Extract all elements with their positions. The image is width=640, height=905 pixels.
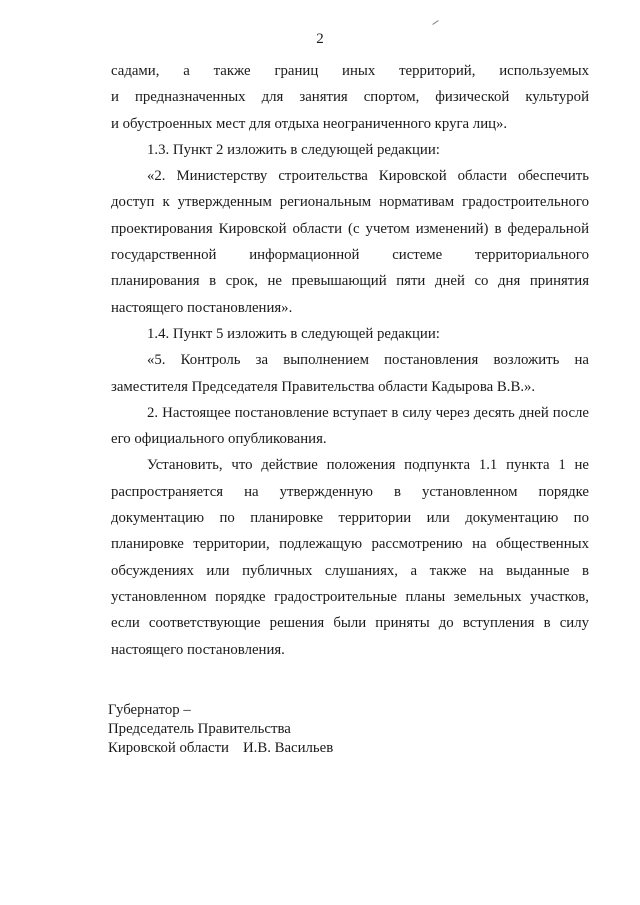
paragraph-7-line-7: если соответствующие решения были приняты до вступления в силу bbox=[111, 615, 589, 632]
paragraph-1-line-3: и обустроенных мест для отдыха неограниченного круга лиц». bbox=[111, 115, 508, 132]
paragraph-3-line-1: «2. Министерству строительства Кировской области обеспечить bbox=[147, 168, 589, 185]
paragraph-3-line-6: настоящего постановления». bbox=[111, 299, 293, 316]
document-body bbox=[111, 58, 589, 663]
signatory-title-line-2: Председатель Правительства bbox=[108, 721, 291, 737]
paragraph-7-line-3: документацию по планировке территории или документацию по bbox=[111, 510, 589, 527]
paragraph-5-line-2: заместителя Председателя Правительства области Кадырова В.В.». bbox=[111, 378, 536, 395]
paragraph-7-line-5: обсуждениях или публичных слушаниях, а также на выданные в bbox=[111, 562, 589, 579]
signature-block bbox=[108, 701, 333, 758]
paragraph-6-line-1: 2. Настоящее постановление вступает в силу через десять дней после bbox=[147, 404, 589, 421]
paragraph-3-line-2: доступ к утвержденным региональным нормативам градостроительного bbox=[111, 194, 589, 211]
paragraph-7-line-8: настоящего постановления. bbox=[111, 641, 285, 658]
paragraph-1-line-1: садами, а также границ иных территорий, используемых bbox=[111, 63, 589, 79]
paragraph-6-line-2: его официального опубликования. bbox=[111, 431, 327, 448]
signatory-name: И.В. Васильев bbox=[242, 740, 334, 756]
paragraph-7-line-6: установленном порядке градостроительные планы земельных участков, bbox=[111, 588, 589, 605]
signatory-title-line-1: Губернатор – bbox=[108, 702, 191, 718]
signatory-title-line-3-with-name bbox=[108, 739, 333, 758]
paragraph-7-line-4: планировке территории, подлежащую рассмотрению на общественных bbox=[111, 536, 589, 553]
paragraph-7-line-2: распространяется на утвержденную в установленном порядке bbox=[111, 483, 589, 500]
paragraph-4-line-1: 1.4. Пункт 5 изложить в следующей редакции: bbox=[147, 325, 440, 342]
paragraph-3-line-4: государственной информационной системе территориального bbox=[111, 247, 589, 264]
signatory-region: Кировской области bbox=[108, 740, 229, 756]
paragraph-1-line-2: и предназначенных для занятия спортом, физической культурой bbox=[111, 89, 589, 106]
paragraph-3-line-5: планирования в срок, не превышающий пяти дней со дня принятия bbox=[111, 273, 589, 290]
page-number: 2 bbox=[316, 31, 324, 47]
paragraph-3-line-3: проектирования Кировской области (с учетом изменений) в федеральной bbox=[111, 220, 589, 237]
paragraph-5-line-1: «5. Контроль за выполнением постановления возложить на bbox=[147, 352, 589, 369]
paragraph-7-line-1: Установить, что действие положения подпункта 1.1 пункта 1 не bbox=[147, 457, 589, 474]
paragraph-2-line-1: 1.3. Пункт 2 изложить в следующей редакции: bbox=[147, 141, 440, 158]
scan-mark bbox=[432, 20, 438, 25]
